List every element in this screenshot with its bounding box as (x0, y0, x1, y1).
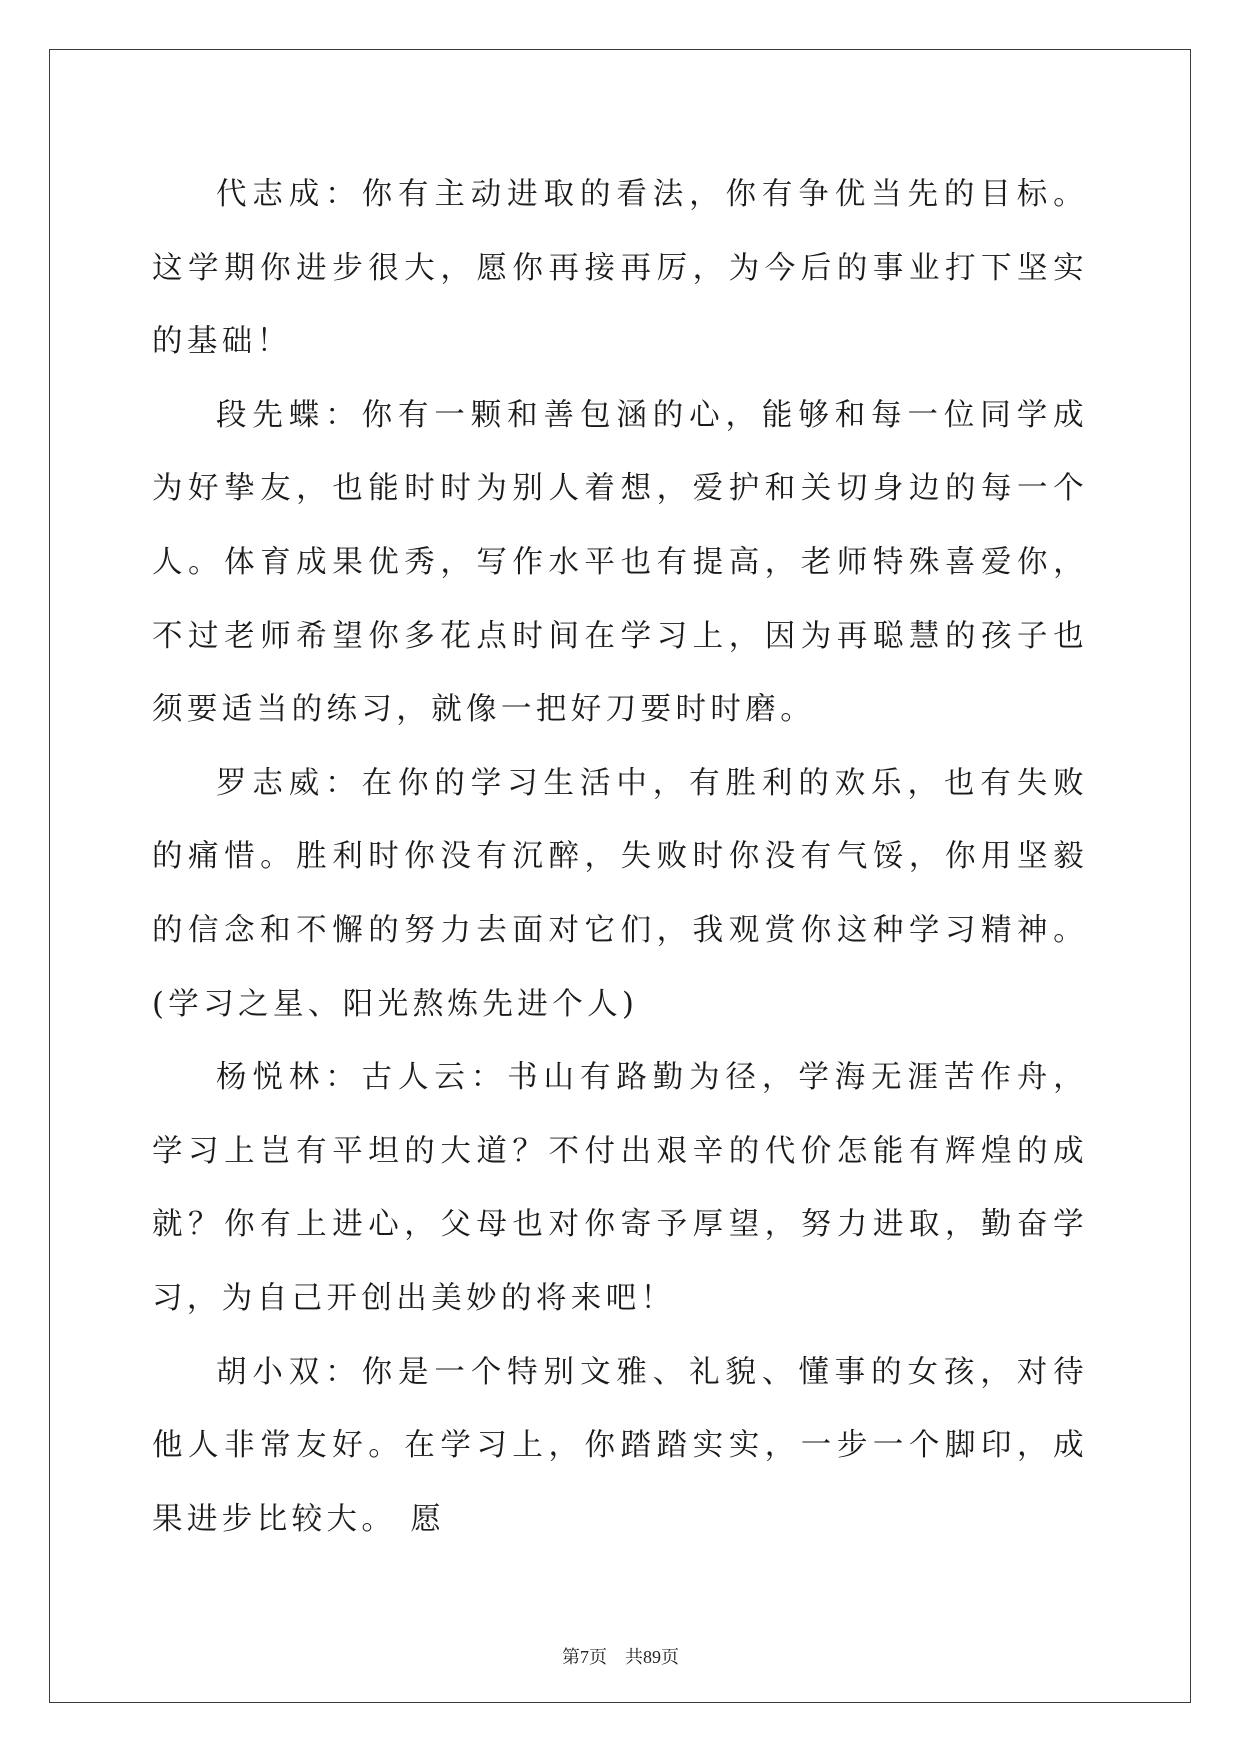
page-footer (0, 1643, 1241, 1669)
paragraph-huxiaoshuang: 胡小双：你是一个特别文雅、礼貌、懂事的女孩，对待他人非常友好。在学习上，你踏踏实实，一步一个脚印，成果进步比较大。 愿 (152, 1354, 1088, 1537)
page-total: 共89页 (625, 1647, 679, 1667)
document-body (152, 158, 1088, 1556)
paragraph-yangyuelin: 杨悦林：古人云：书山有路勤为径，学海无涯苦作舟，学习上岂有平坦的大道？不付出艰辛的代价怎能有辉煌的成就？你有上进心，父母也对你寄予厚望，努力进取，勤奋学习，为自己开创出美妙的将来吧！ (152, 1060, 1088, 1316)
paragraph-daizhicheng: 代志成：你有主动进取的看法，你有争优当先的目标。这学期你进步很大，愿你再接再厉，为今后的事业打下坚实的基础！ (152, 177, 1088, 360)
paragraph-luozhiwei: 罗志威：在你的学习生活中，有胜利的欢乐，也有失败的痛惜。胜利时你没有沉醉，失败时你没有气馁，你用坚毅的信念和不懈的努力去面对它们，我观赏你这种学习精神。(学习之星、阳光熬炼先进个人) (152, 765, 1088, 1022)
page-number: 第7页 (562, 1647, 607, 1667)
paragraph-duanxiandie: 段先蝶：你有一颗和善包涵的心，能够和每一位同学成为好挚友，也能时时为别人着想，爱护和关切身边的每一个人。体育成果优秀，写作水平也有提高，老师特殊喜爱你，不过老师希望你多花点时间在学习上，因为再聪慧的孩子也须要适当的练习，就像一把好刀要时时磨。 (152, 397, 1088, 728)
